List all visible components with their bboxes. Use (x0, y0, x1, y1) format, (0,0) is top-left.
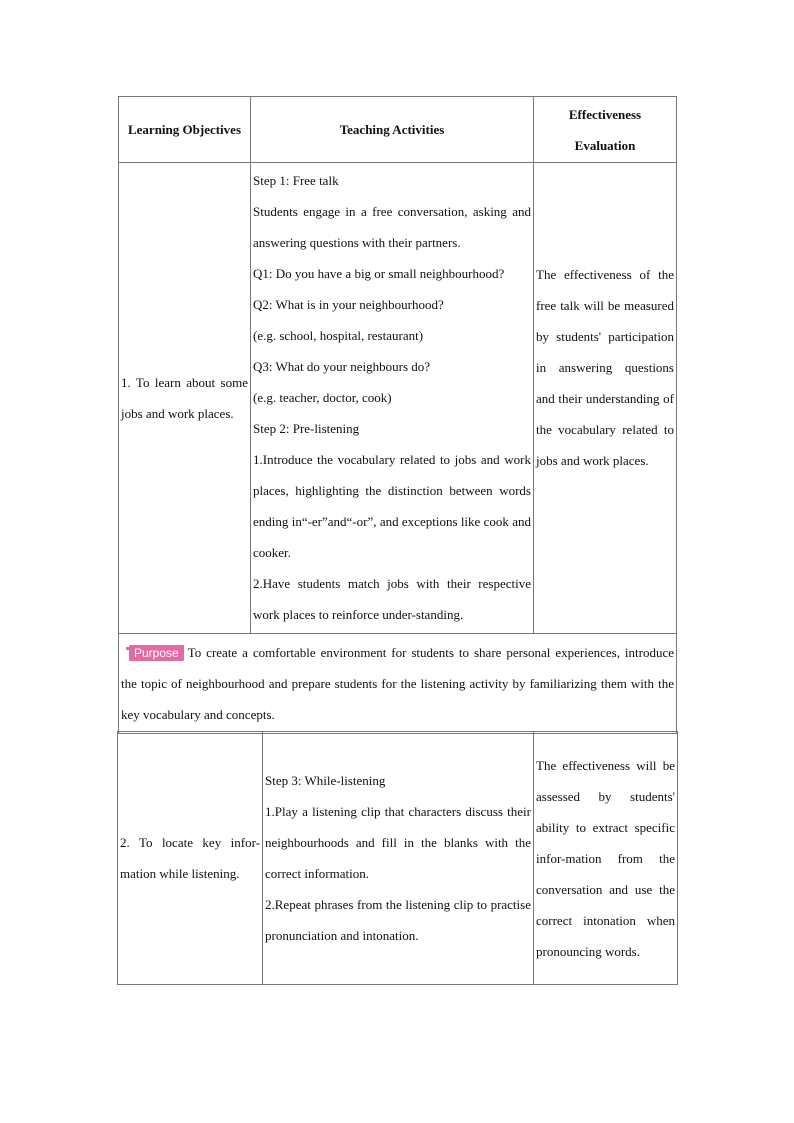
activity-line: 2.Have students match jobs with their respective work places to reinforce under-standing. (253, 576, 531, 622)
header-teaching-activities: Teaching Activities (251, 97, 534, 163)
activity-line: 1.Introduce the vocabulary related to jobs and work places, highlighting the distinction between words ending in“-er”and“-or”, and exceptions like cook and cooker. (253, 452, 531, 560)
activity-line: 2.Repeat phrases from the listening clip to practise pronunciation and intonation. (265, 897, 531, 943)
header-learning-objectives: Learning Objectives (119, 97, 251, 163)
table-row (118, 732, 678, 985)
activity-line: 1.Play a listening clip that characters discuss their neighbourhoods and fill in the blanks with the correct information. (265, 804, 531, 881)
objective-cell-2: 2. To locate key infor-mation while listening. (118, 732, 263, 985)
activity-line: (e.g. teacher, doctor, cook) (253, 390, 392, 405)
header-eval-line2: Evaluation (574, 137, 636, 153)
evaluation-cell-2: The effectiveness will be assessed by students' ability to extract specific infor-mation from the conversation and use the correct intonation when pronouncing words. (534, 732, 678, 985)
header-effectiveness-evaluation (534, 97, 677, 163)
purpose-text: To create a comfortable environment for students to share personal experiences, introduce the topic of neighbourhood and prepare students for the listening activity by familiarizing them with the key vocabulary and concepts. (121, 645, 674, 722)
lesson-table-continued (117, 731, 678, 985)
table-row (119, 163, 677, 634)
lesson-table (118, 96, 677, 734)
evaluation-cell-1: The effectiveness of the free talk will be measured by students' participation in answering questions and their understanding of the vocabulary related to jobs and work places. (534, 163, 677, 634)
activity-line: Q2: What is in your neighbourhood? (253, 297, 444, 312)
purpose-cell (119, 634, 677, 734)
activities-cell-1 (251, 163, 534, 634)
activity-line: Step 1: Free talk (253, 173, 339, 188)
activity-line: (e.g. school, hospital, restaurant) (253, 328, 424, 343)
activity-line: Step 2: Pre-listening (253, 421, 360, 436)
activity-line: Step 3: While-listening (265, 773, 386, 788)
activities-cell-2 (263, 732, 534, 985)
purpose-badge: Purpose (129, 645, 184, 661)
activity-line: Students engage in a free conversation, asking and answering questions with their partners. (253, 204, 531, 250)
header-eval-line1: Effectiveness (568, 106, 642, 122)
header-row (119, 97, 677, 163)
activity-line: Q1: Do you have a big or small neighbourhood? (253, 266, 505, 281)
objective-cell-1: 1. To learn about some jobs and work places. (119, 163, 251, 634)
purpose-row (119, 634, 677, 734)
activity-line: Q3: What do your neighbours do? (253, 359, 431, 374)
